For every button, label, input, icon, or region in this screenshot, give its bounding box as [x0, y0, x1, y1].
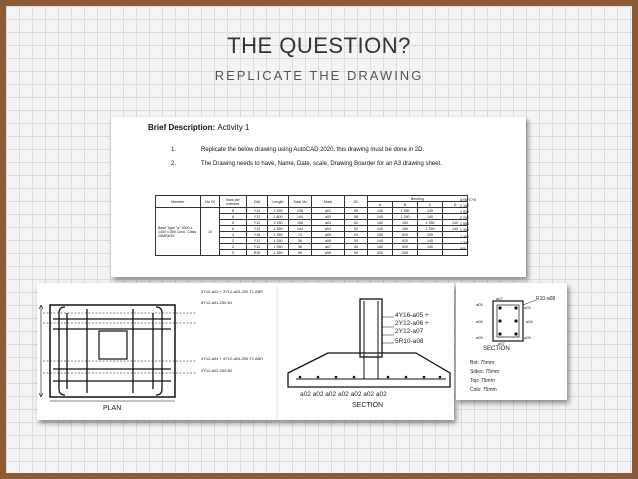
- table-cell: [418, 250, 443, 256]
- table-cell: 1 250: [418, 226, 443, 232]
- table-cell: 6: [220, 220, 247, 226]
- detail-mark: a05: [476, 302, 483, 307]
- plan-note: 0Y12-a02-250 B2: [201, 368, 233, 373]
- cover-note: Bot: 75mm: [470, 360, 495, 366]
- table-cell: 140: [368, 214, 393, 220]
- detail-mark: a05: [524, 335, 531, 340]
- detail-mark: a05: [524, 305, 531, 310]
- table-cell: 2 150: [268, 208, 289, 214]
- table-cell: a04: [312, 226, 345, 232]
- table-cell: 2: [220, 238, 247, 244]
- table-cell: a03: [312, 220, 345, 226]
- table-header: B: [393, 202, 418, 208]
- table-cell: 1 350: [268, 238, 289, 244]
- plan-note: 8Y12-a01-250 B1: [201, 300, 233, 305]
- section-note: 2Y12-a06 +: [395, 320, 429, 327]
- table-header: Bars per member: [220, 196, 247, 208]
- total-value: 600: [460, 246, 466, 251]
- table-cell: 140: [418, 214, 443, 220]
- table-cell: 300: [368, 250, 393, 256]
- table-cell: 1 350: [393, 208, 418, 214]
- table-cell: 140: [368, 226, 393, 232]
- table-cell: 108: [289, 208, 312, 214]
- table-cell: Y12: [247, 226, 268, 232]
- table-cell: 1 800: [268, 214, 289, 220]
- plan-note: 3Y12-a03 + 3Y12-a03-250 T1 ABR: [201, 289, 264, 294]
- totals-column: A+B+C+D 2 150 1 530 2 200 1 660 1 300 1 200 1 200 600: [460, 198, 477, 251]
- table-cell: 4: [220, 232, 247, 238]
- table-cell: 60: [345, 250, 368, 256]
- table-cell: 140: [368, 220, 393, 226]
- table-cell: 54: [345, 238, 368, 244]
- table-cell: Y16: [247, 232, 268, 238]
- table-cell: 36: [289, 244, 312, 250]
- table-cell: 150: [393, 220, 418, 226]
- no-of-cell: 10: [201, 208, 220, 256]
- plan-drawing: [37, 283, 278, 420]
- table-cell: R10: [247, 250, 268, 256]
- table-header: DIA: [247, 196, 268, 208]
- total-value: 2 150: [460, 204, 469, 209]
- total-value: 1 660: [460, 222, 469, 227]
- total-value: 1 530: [460, 210, 469, 215]
- table-cell: 1 350: [268, 244, 289, 250]
- table-cell: 190: [368, 232, 393, 238]
- table-cell: 1 350: [268, 232, 289, 238]
- table-cell: 108: [289, 220, 312, 226]
- table-header: Total No: [289, 196, 312, 208]
- table-header: A: [368, 202, 393, 208]
- table-cell: Y12: [247, 244, 268, 250]
- total-value: 1 200: [460, 240, 469, 245]
- table-cell: 140: [368, 208, 393, 214]
- table-cell: 920: [393, 232, 418, 238]
- section-drawing: [278, 283, 454, 420]
- section-drawing-svg: [278, 283, 454, 420]
- section-label: SECTION: [352, 402, 384, 409]
- table-cell: 2: [220, 244, 247, 250]
- table-cell: Y12: [247, 220, 268, 226]
- table-cell: 1 350: [418, 220, 443, 226]
- slide-subtitle: REPLICATE THE DRAWING: [214, 68, 424, 83]
- column-detail-drawing: [456, 283, 567, 400]
- table-header: Mark: [312, 196, 345, 208]
- table-cell: 54: [345, 232, 368, 238]
- bar-schedule-table: [155, 195, 468, 256]
- table-cell: a02: [312, 214, 345, 220]
- section-note: 4Y16-a05 +: [395, 312, 429, 319]
- table-cell: 140: [368, 238, 393, 244]
- detail-mark: R10-a08: [536, 296, 556, 302]
- detail-mark: a07: [498, 341, 505, 346]
- table-cell: 920: [393, 238, 418, 244]
- table-cell: 140: [443, 220, 468, 226]
- table-cell: 140: [443, 226, 468, 232]
- table-cell: 150: [393, 226, 418, 232]
- cover-note: Cols: 75mm: [470, 387, 497, 393]
- table-cell: 190: [418, 232, 443, 238]
- table-header: Length: [268, 196, 289, 208]
- table-cell: 144: [289, 214, 312, 220]
- total-value: 1 300: [460, 228, 469, 233]
- table-cell: a07: [312, 244, 345, 250]
- table-cell: 6: [220, 226, 247, 232]
- table-cell: 140: [418, 238, 443, 244]
- detail-mark: a06: [476, 319, 483, 324]
- table-cell: a06: [312, 238, 345, 244]
- table-cell: 1 550: [268, 226, 289, 232]
- table-cell: 36: [289, 238, 312, 244]
- table-cell: 140: [368, 244, 393, 250]
- table-cell: 140: [418, 208, 443, 214]
- table-cell: Y12: [247, 238, 268, 244]
- table-cell: 90: [289, 250, 312, 256]
- total-value: 2 200: [460, 216, 469, 221]
- table-cell: a05: [312, 232, 345, 238]
- table-cell: a01: [312, 208, 345, 214]
- table-cell: 72: [289, 232, 312, 238]
- table-header: D: [443, 202, 468, 208]
- plan-note: 4Y12-a04 + 4Y12-a04-250 T2 ABR: [201, 356, 264, 361]
- total-value: 1 200: [460, 234, 469, 239]
- slide-title: THE QUESTION?: [227, 33, 411, 58]
- section-note: 5R10-a08: [395, 338, 424, 345]
- table-cell: 54: [345, 244, 368, 250]
- table-cell: 8: [220, 214, 247, 220]
- table-header: Bending: [368, 196, 468, 202]
- table-cell: 5: [220, 250, 247, 256]
- table-cell: Y12: [247, 214, 268, 220]
- table-cell: 2 150: [268, 220, 289, 226]
- detail-mark: a05: [476, 335, 483, 340]
- table-cell: 1 250: [393, 214, 418, 220]
- brief-heading: Brief Description: Activity 1: [148, 123, 250, 132]
- table-header: C: [418, 202, 443, 208]
- detail-label: SECTION: [483, 346, 510, 352]
- table-cell: 56: [345, 208, 368, 214]
- table-cell: Y12: [247, 208, 268, 214]
- instruction-item: 2. The Drawing needs to have, Name, Date, scale, Drawing Boarder for an A3 drawing sheet.: [171, 161, 442, 167]
- section-note: 2Y12-a07: [395, 328, 424, 335]
- detail-mark: a07: [496, 296, 503, 301]
- plan-drawing-svg: [37, 283, 278, 420]
- table-cell: a08: [312, 250, 345, 256]
- detail-mark: a06: [526, 319, 533, 324]
- cover-note: Top: 75mm: [470, 378, 495, 384]
- brief-description-image: [111, 117, 526, 277]
- table-cell: 140: [418, 244, 443, 250]
- plan-label: PLAN: [103, 405, 122, 412]
- table-header: Member: [156, 196, 201, 208]
- member-cell: Base Type "a" 2000 x 1400 x 300 Conc. Class 25MPa/19: [156, 208, 201, 256]
- section-bottom-marks: a02 a02 a02 a02 a02 a02 a02: [300, 391, 387, 398]
- table-cell: 52: [345, 220, 368, 226]
- table-header: No Of: [201, 196, 220, 208]
- table-cell: 300: [393, 250, 418, 256]
- table-cell: 56: [345, 214, 368, 220]
- table-header: SC: [345, 196, 368, 208]
- table-cell: 920: [393, 244, 418, 250]
- table-cell: 52: [345, 226, 368, 232]
- cover-note: Sides: 75mm: [470, 369, 500, 375]
- table-cell: 144: [289, 226, 312, 232]
- instruction-item: 1. Replicate the below drawing using AutoCAD 2020, this drawing must be done in 2D.: [171, 147, 425, 153]
- table-cell: 8: [220, 208, 247, 214]
- table-cell: 1 350: [268, 250, 289, 256]
